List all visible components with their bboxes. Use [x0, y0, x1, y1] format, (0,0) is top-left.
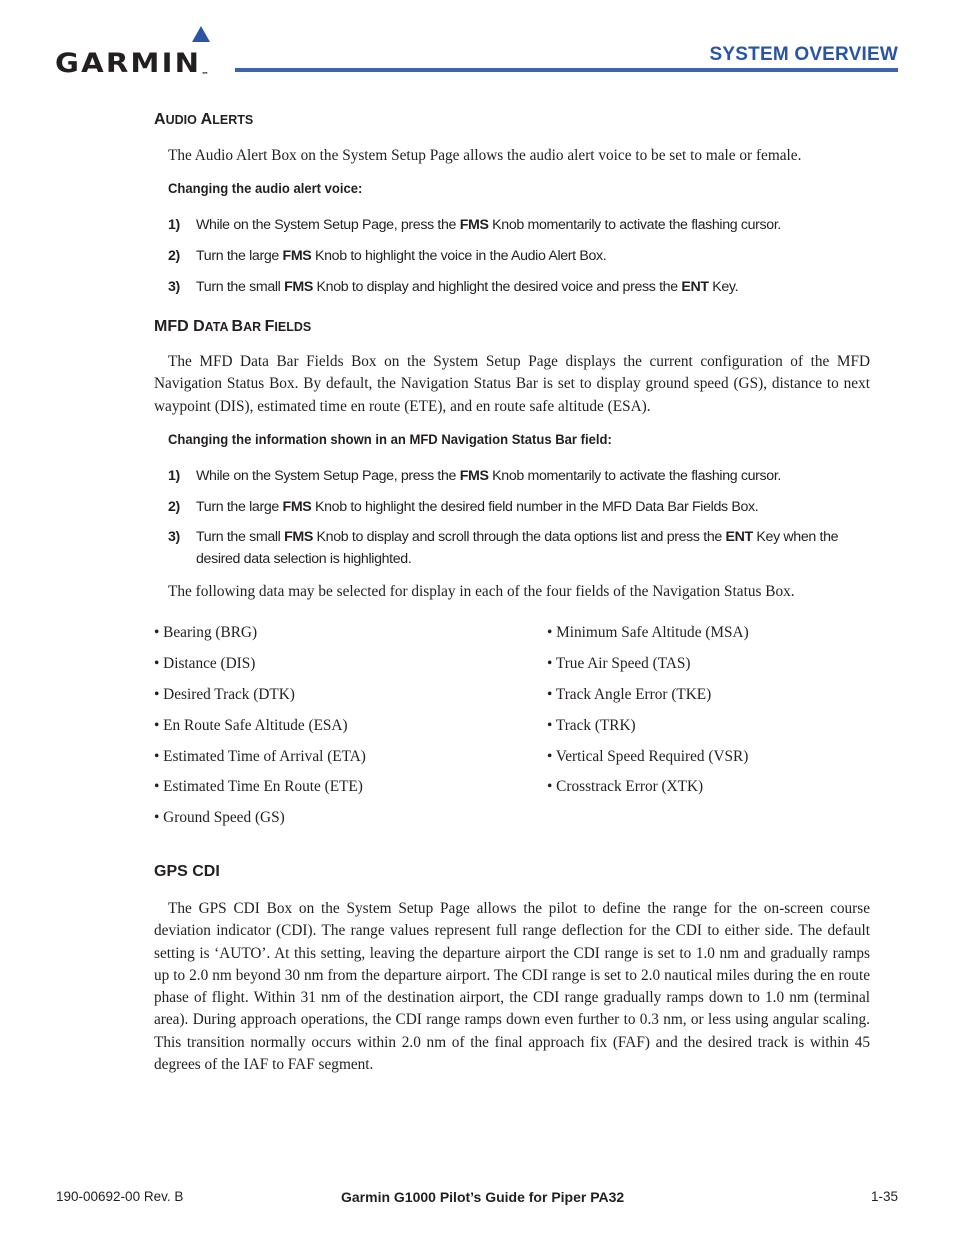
key-label: FMS [282, 499, 312, 515]
audio-alerts-heading [154, 111, 253, 129]
step-text: Knob to display and scroll through the data options list and press the [312, 529, 726, 545]
list-item: • Crosstrack Error (XTK) [547, 778, 704, 795]
step-text: Knob to display and highlight the desired voice and press the [312, 279, 682, 295]
step-number: 1) [168, 468, 180, 484]
audio-step-1 [168, 214, 870, 236]
step-text: Knob momentarily to activate the flashing cursor. [488, 468, 782, 484]
trademark-symbol: ™ [201, 71, 211, 79]
key-label: FMS [459, 217, 489, 233]
step-number: 1) [168, 217, 180, 233]
key-label: FMS [459, 468, 489, 484]
list-item: • Vertical Speed Required (VSR) [547, 748, 749, 765]
heading-letter: A [200, 111, 213, 128]
key-label: FMS [282, 248, 312, 264]
key-label: FMS [284, 529, 313, 545]
mfd-step-3 [168, 526, 870, 570]
heading-letter: F [264, 318, 275, 335]
audio-alerts-intro [154, 145, 870, 167]
footer-part-number: 190-00692-00 Rev. B [56, 1189, 184, 1204]
heading-smallcaps: UDIO [165, 113, 197, 127]
list-item: • Bearing (BRG) [154, 624, 258, 641]
footer-title: Garmin G1000 Pilot’s Guide for Piper PA32 [341, 1189, 625, 1205]
step-number: 3) [168, 529, 180, 545]
mfd-data-bar-intro [154, 351, 870, 418]
heading-smallcaps: LERTS [212, 113, 254, 127]
section-title: SYSTEM OVERVIEW [709, 44, 898, 65]
header-rule [235, 68, 898, 72]
mfd-procedure-title: Changing the information shown in an MFD Navigation Status Bar field: [168, 432, 612, 448]
list-item: • En Route Safe Altitude (ESA) [154, 717, 348, 734]
body-text: The GPS CDI Box on the System Setup Page allows the pilot to define the range for the on-screen course deviation indicator (CDI). The range values represent full range deflection for the CDI to either side. The default setting is ‘AUTO’. At this setting, leaving the departure airport the CDI range is set to 1.0 nm and gradually ramps up to 2.0 nm beyond 30 nm from the departure airport. The CDI range is set to 2.0 nautical miles during the en route phase of flight. Within 31 nm of the destination airport, the CDI range gradually ramps down to 1.0 nm (terminal area). During approach operations, the CDI range ramps down even further to 0.3 nm, or less using angular scaling. This transition normally occurs within 2.0 nm of the final approach fix (FAF) and the desired track is within 45 degrees of the IAF to FAF segment. [154, 900, 870, 1074]
gps-cdi-body [154, 898, 870, 1076]
step-text: Turn the small [196, 529, 285, 545]
footer-page-number: 1-35 [870, 1189, 898, 1204]
heading-smallcaps: ATA [204, 320, 232, 334]
intro-text: The MFD Data Bar Fields Box on the System Setup Page displays the current configuration of the MFD Navigation Status Box. By default, the Navigation Status Bar is set to display ground speed (GS), distance to next waypoint (DIS), estimated time en route (ETE), and en route safe altitude (ESA). [154, 353, 870, 415]
step-text: Knob momentarily to activate the flashing cursor. [488, 217, 782, 233]
step-text: Turn the small [196, 279, 285, 295]
heading-smallcaps: IELDS [274, 320, 312, 334]
heading-letter: D [193, 318, 205, 335]
heading-word: MFD [154, 318, 194, 335]
step-number: 3) [168, 279, 180, 295]
intro-text: The following data may be selected for display in each of the four fields of the Navigation Status Box. [168, 583, 795, 600]
heading-letter: B [231, 318, 244, 335]
logo-triangle-icon [192, 26, 210, 42]
step-text: Key when the desired data selection is highlighted. [196, 529, 839, 567]
list-item: • Track (TRK) [547, 717, 636, 734]
step-text: Turn the large [196, 499, 283, 515]
key-label: FMS [284, 279, 313, 295]
list-item: • Minimum Safe Altitude (MSA) [547, 624, 749, 641]
gps-cdi-heading [154, 863, 220, 881]
step-text: While on the System Setup Page, press the [196, 468, 460, 484]
step-text: While on the System Setup Page, press the [196, 217, 460, 233]
logo-text [55, 48, 211, 79]
mfd-step-1 [168, 465, 870, 487]
audio-step-2 [168, 245, 870, 267]
list-item: • Desired Track (DTK) [154, 686, 295, 703]
step-number: 2) [168, 248, 180, 264]
list-item: • Estimated Time of Arrival (ETA) [154, 748, 366, 765]
list-item: • Distance (DIS) [154, 655, 256, 672]
garmin-logo [55, 26, 220, 79]
list-item: • Track Angle Error (TKE) [547, 686, 712, 703]
list-item: • True Air Speed (TAS) [547, 655, 691, 672]
step-text: Knob to highlight the voice in the Audio Alert Box. [311, 248, 607, 264]
step-text: Knob to highlight the desired field number in the MFD Data Bar Fields Box. [311, 499, 759, 515]
mfd-step-2 [168, 496, 870, 518]
audio-step-3 [168, 276, 870, 298]
heading-text: GPS CDI [154, 863, 220, 880]
list-item: • Estimated Time En Route (ETE) [154, 778, 363, 795]
audio-procedure-title: Changing the audio alert voice: [168, 181, 363, 197]
key-label: ENT [725, 529, 753, 545]
key-label: ENT [681, 279, 709, 295]
step-number: 2) [168, 499, 180, 515]
heading-smallcaps: AR [243, 320, 265, 334]
step-text: Turn the large [196, 248, 283, 264]
heading-letter: A [154, 111, 166, 128]
list-item: • Ground Speed (GS) [154, 809, 285, 826]
data-list-intro [154, 581, 870, 603]
intro-text: The Audio Alert Box on the System Setup Page allows the audio alert voice to be set to male or female. [168, 147, 802, 164]
mfd-data-bar-heading [154, 318, 311, 336]
step-text: Key. [708, 279, 739, 295]
logo-wordmark: GARMIN [55, 48, 202, 79]
